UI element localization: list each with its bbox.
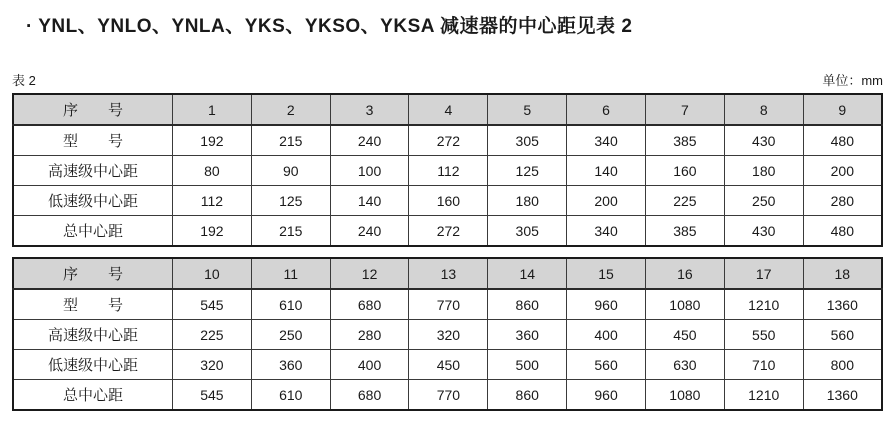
header-cell: 14 xyxy=(488,258,567,289)
value-cell: 1080 xyxy=(645,289,724,320)
row-label-cell: 低速级中心距 xyxy=(13,186,173,216)
header-cell: 15 xyxy=(567,258,646,289)
value-cell: 360 xyxy=(488,320,567,350)
header-label-cell: 序 号 xyxy=(13,258,173,289)
value-cell: 112 xyxy=(173,186,252,216)
value-cell: 610 xyxy=(251,380,330,411)
header-cell: 13 xyxy=(409,258,488,289)
value-cell: 1210 xyxy=(724,289,803,320)
value-cell: 90 xyxy=(251,156,330,186)
center-distance-table-2 xyxy=(12,257,883,411)
value-cell: 305 xyxy=(488,125,567,156)
value-cell: 385 xyxy=(645,216,724,247)
row-label-cell: 型 号 xyxy=(13,125,173,156)
value-cell: 860 xyxy=(488,380,567,411)
value-cell: 770 xyxy=(409,289,488,320)
value-cell: 400 xyxy=(567,320,646,350)
value-cell: 960 xyxy=(567,380,646,411)
value-cell: 240 xyxy=(330,216,409,247)
table-row xyxy=(13,350,882,380)
value-cell: 480 xyxy=(803,125,882,156)
value-cell: 710 xyxy=(724,350,803,380)
value-cell: 272 xyxy=(409,216,488,247)
value-cell: 140 xyxy=(330,186,409,216)
value-cell: 560 xyxy=(803,320,882,350)
value-cell: 360 xyxy=(251,350,330,380)
value-cell: 225 xyxy=(173,320,252,350)
table-header-row xyxy=(13,94,882,125)
header-cell: 17 xyxy=(724,258,803,289)
value-cell: 80 xyxy=(173,156,252,186)
value-cell: 340 xyxy=(567,216,646,247)
value-cell: 545 xyxy=(173,380,252,411)
value-cell: 305 xyxy=(488,216,567,247)
table-row xyxy=(13,216,882,247)
value-cell: 200 xyxy=(803,156,882,186)
table-row xyxy=(13,156,882,186)
value-cell: 250 xyxy=(724,186,803,216)
value-cell: 860 xyxy=(488,289,567,320)
value-cell: 272 xyxy=(409,125,488,156)
value-cell: 630 xyxy=(645,350,724,380)
header-cell: 1 xyxy=(173,94,252,125)
header-cell: 18 xyxy=(803,258,882,289)
value-cell: 320 xyxy=(409,320,488,350)
value-cell: 160 xyxy=(645,156,724,186)
table-row xyxy=(13,320,882,350)
value-cell: 100 xyxy=(330,156,409,186)
row-label-cell: 型 号 xyxy=(13,289,173,320)
value-cell: 112 xyxy=(409,156,488,186)
value-cell: 545 xyxy=(173,289,252,320)
value-cell: 160 xyxy=(409,186,488,216)
header-cell: 5 xyxy=(488,94,567,125)
unit-label: 单位：mm xyxy=(822,73,883,88)
value-cell: 385 xyxy=(645,125,724,156)
header-cell: 4 xyxy=(409,94,488,125)
value-cell: 680 xyxy=(330,289,409,320)
center-distance-table-1 xyxy=(12,93,883,247)
value-cell: 320 xyxy=(173,350,252,380)
value-cell: 800 xyxy=(803,350,882,380)
value-cell: 125 xyxy=(488,156,567,186)
header-cell: 8 xyxy=(724,94,803,125)
value-cell: 340 xyxy=(567,125,646,156)
value-cell: 430 xyxy=(724,216,803,247)
header-label-cell: 序 号 xyxy=(13,94,173,125)
value-cell: 480 xyxy=(803,216,882,247)
table-header-row xyxy=(13,258,882,289)
table-row xyxy=(13,125,882,156)
table-row xyxy=(13,380,882,411)
header-cell: 16 xyxy=(645,258,724,289)
value-cell: 215 xyxy=(251,125,330,156)
value-cell: 1080 xyxy=(645,380,724,411)
row-label-cell: 总中心距 xyxy=(13,216,173,247)
value-cell: 1360 xyxy=(803,289,882,320)
value-cell: 1210 xyxy=(724,380,803,411)
header-cell: 12 xyxy=(330,258,409,289)
header-cell: 2 xyxy=(251,94,330,125)
value-cell: 192 xyxy=(173,216,252,247)
row-label-cell: 高速级中心距 xyxy=(13,156,173,186)
value-cell: 180 xyxy=(488,186,567,216)
value-cell: 960 xyxy=(567,289,646,320)
header-cell: 9 xyxy=(803,94,882,125)
value-cell: 430 xyxy=(724,125,803,156)
value-cell: 450 xyxy=(645,320,724,350)
value-cell: 770 xyxy=(409,380,488,411)
table-row xyxy=(13,186,882,216)
value-cell: 500 xyxy=(488,350,567,380)
header-cell: 7 xyxy=(645,94,724,125)
table-row xyxy=(13,289,882,320)
value-cell: 610 xyxy=(251,289,330,320)
value-cell: 140 xyxy=(567,156,646,186)
header-cell: 6 xyxy=(567,94,646,125)
header-cell: 10 xyxy=(173,258,252,289)
value-cell: 180 xyxy=(724,156,803,186)
value-cell: 560 xyxy=(567,350,646,380)
value-cell: 450 xyxy=(409,350,488,380)
table-label: 表 2 xyxy=(12,73,36,88)
header-cell: 11 xyxy=(251,258,330,289)
value-cell: 200 xyxy=(567,186,646,216)
value-cell: 192 xyxy=(173,125,252,156)
value-cell: 550 xyxy=(724,320,803,350)
value-cell: 250 xyxy=(251,320,330,350)
value-cell: 240 xyxy=(330,125,409,156)
value-cell: 1360 xyxy=(803,380,882,411)
value-cell: 400 xyxy=(330,350,409,380)
row-label-cell: 总中心距 xyxy=(13,380,173,411)
header-cell: 3 xyxy=(330,94,409,125)
page-title: · YNL、YNLO、YNLA、YKS、YKSO、YKSA 减速器的中心距见表 2 xyxy=(26,16,633,37)
row-label-cell: 低速级中心距 xyxy=(13,350,173,380)
value-cell: 125 xyxy=(251,186,330,216)
value-cell: 280 xyxy=(803,186,882,216)
value-cell: 280 xyxy=(330,320,409,350)
row-label-cell: 高速级中心距 xyxy=(13,320,173,350)
value-cell: 680 xyxy=(330,380,409,411)
value-cell: 215 xyxy=(251,216,330,247)
value-cell: 225 xyxy=(645,186,724,216)
